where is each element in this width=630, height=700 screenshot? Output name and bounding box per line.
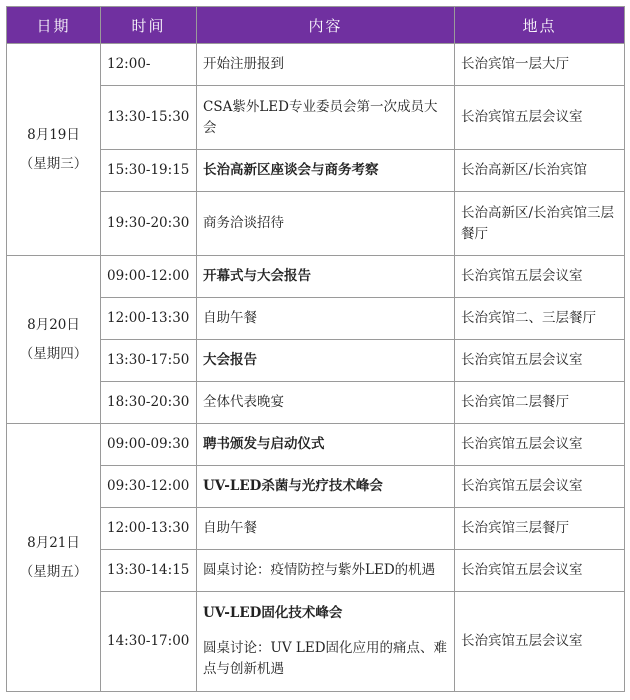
time-cell: 15:30-19:15 [101,150,197,192]
time-cell: 13:30-14:15 [101,550,197,592]
content-cell: 开始注册报到 [197,44,455,86]
content-cell: 聘书颁发与启动仪式 [197,424,455,466]
time-cell: 13:30-17:50 [101,340,197,382]
header-time: 时间 [101,7,197,44]
place-cell: 长治宾馆五层会议室 [455,256,625,298]
content-cell: 开幕式与大会报告 [197,256,455,298]
place-cell: 长治宾馆二、三层餐厅 [455,298,625,340]
time-cell: 09:00-09:30 [101,424,197,466]
time-cell: 14:30-17:00 [101,592,197,692]
place-cell: 长治宾馆五层会议室 [455,550,625,592]
time-cell: 09:30-12:00 [101,466,197,508]
time-cell: 13:30-15:30 [101,86,197,150]
day-date: 8月20日 [27,316,80,333]
content-cell: 全体代表晚宴 [197,382,455,424]
day-date: 8月21日 [27,534,80,551]
time-cell: 12:00- [101,44,197,86]
place-cell: 长治宾馆二层餐厅 [455,382,625,424]
place-cell: 长治高新区/长治宾馆 [455,150,625,192]
time-cell: 12:00-13:30 [101,298,197,340]
day-weekday: （星期四） [19,345,88,362]
time-cell: 12:00-13:30 [101,508,197,550]
content-subtitle: 圆桌讨论：UV LED固化应用的痛点、难点与创新机遇 [203,640,448,677]
day-cell [7,256,101,424]
content-cell: 长治高新区座谈会与商务考察 [197,150,455,192]
content-cell: CSA紫外LED专业委员会第一次成员大会 [197,86,455,150]
place-cell: 长治宾馆五层会议室 [455,86,625,150]
content-cell: 商务洽谈招待 [197,192,455,256]
place-cell: 长治宾馆一层大厅 [455,44,625,86]
content-cell: 自助午餐 [197,508,455,550]
place-cell: 长治宾馆五层会议室 [455,466,625,508]
content-cell: 圆桌讨论：疫情防控与紫外LED的机遇 [197,550,455,592]
place-cell: 长治高新区/长治宾馆三层餐厅 [455,192,625,256]
header-date: 日期 [7,7,101,44]
time-cell: 09:00-12:00 [101,256,197,298]
header-row [7,7,625,44]
header-place: 地点 [455,7,625,44]
day-weekday: （星期三） [19,155,88,172]
time-cell: 19:30-20:30 [101,192,197,256]
time-cell: 18:30-20:30 [101,382,197,424]
day-cell [7,44,101,256]
day-date: 8月19日 [27,126,80,143]
content-cell: UV-LED杀菌与光疗技术峰会 [197,466,455,508]
day-cell [7,424,101,692]
table-row [7,44,625,86]
table-row [7,256,625,298]
place-cell: 长治宾馆五层会议室 [455,340,625,382]
schedule-table [6,6,625,692]
content-title: UV-LED固化技术峰会 [203,605,343,621]
content-cell: 自助午餐 [197,298,455,340]
content-cell: 大会报告 [197,340,455,382]
day-weekday: （星期五） [19,563,88,580]
place-cell: 长治宾馆五层会议室 [455,592,625,692]
place-cell: 长治宾馆三层餐厅 [455,508,625,550]
content-cell [197,592,455,692]
header-content: 内容 [197,7,455,44]
table-row [7,424,625,466]
place-cell: 长治宾馆五层会议室 [455,424,625,466]
